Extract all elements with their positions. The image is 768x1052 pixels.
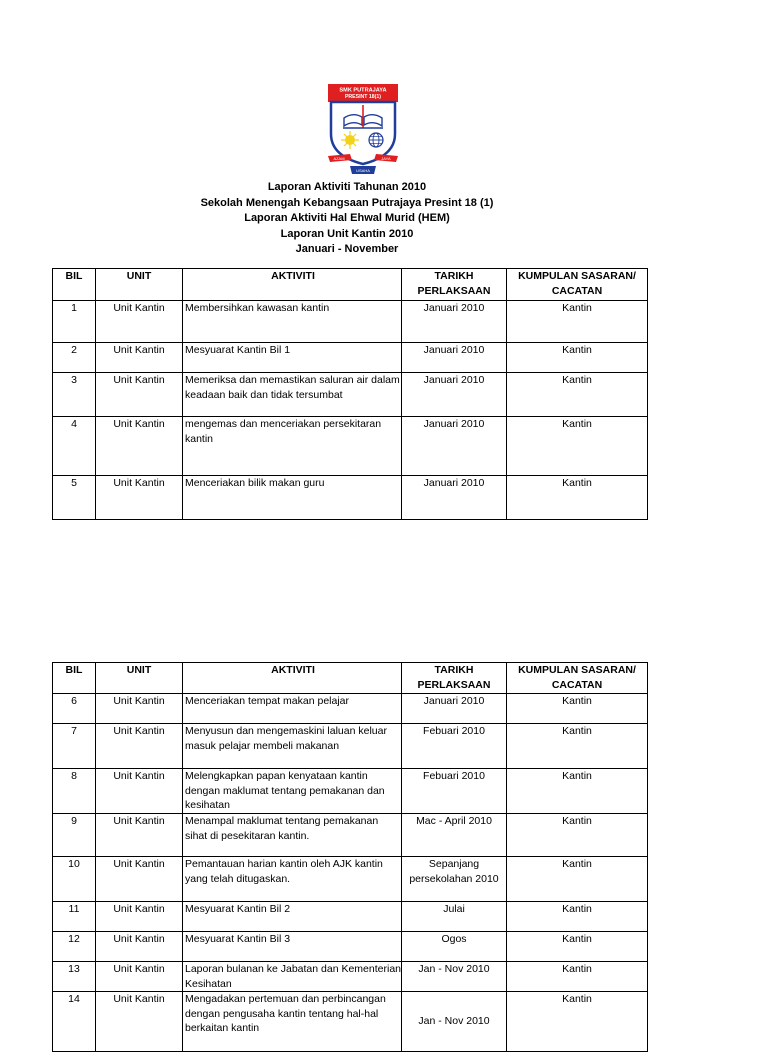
cell-bil: 1 xyxy=(53,301,96,343)
cell-kumpulan: Kantin xyxy=(507,962,648,992)
col-header-bil: BIL xyxy=(53,269,96,301)
col-header-kumpulan: KUMPULAN SASARAN/ CACATAN xyxy=(507,663,648,694)
cell-unit: Unit Kantin xyxy=(96,857,183,902)
cell-aktiviti: Membersihkan kawasan kantin xyxy=(183,301,402,343)
cell-kumpulan: Kantin xyxy=(507,932,648,962)
cell-aktiviti: Memeriksa dan memastikan saluran air dalam keadaan baik dan tidak tersumbat xyxy=(183,373,402,417)
cell-aktiviti: Mesyuarat Kantin Bil 1 xyxy=(183,343,402,373)
svg-text:AZAM: AZAM xyxy=(333,156,345,161)
cell-kumpulan: Kantin xyxy=(507,992,648,1052)
cell-tarikh: Mac - April 2010 xyxy=(402,814,507,857)
svg-text:USAHA: USAHA xyxy=(356,168,370,173)
cell-aktiviti: Menampal maklumat tentang pemakanan sihat di pesekitaran kantin. xyxy=(183,814,402,857)
table-row xyxy=(53,962,648,992)
table-row xyxy=(53,694,648,724)
cell-aktiviti: mengemas dan menceriakan persekitaran kantin xyxy=(183,417,402,476)
cell-aktiviti: Laporan bulanan ke Jabatan dan Kementerian Kesihatan xyxy=(183,962,402,992)
col-header-kumpulan: KUMPULAN SASARAN/ CACATAN xyxy=(507,269,648,301)
heading-line-2: Sekolah Menengah Kebangsaan Putrajaya Presint 18 (1) xyxy=(200,196,494,209)
cell-kumpulan: Kantin xyxy=(507,902,648,932)
cell-kumpulan: Kantin xyxy=(507,857,648,902)
table-header-row xyxy=(53,663,648,694)
cell-bil: 11 xyxy=(53,902,96,932)
cell-kumpulan: Kantin xyxy=(507,694,648,724)
col-header-unit: UNIT xyxy=(96,663,183,694)
cell-unit: Unit Kantin xyxy=(96,694,183,724)
col-header-tarikh: TARIKH PERLAKSAAN xyxy=(402,663,507,694)
activity-table-2 xyxy=(52,662,648,1052)
cell-bil: 8 xyxy=(53,769,96,814)
cell-bil: 5 xyxy=(53,476,96,520)
cell-unit: Unit Kantin xyxy=(96,301,183,343)
cell-bil: 10 xyxy=(53,857,96,902)
cell-bil: 3 xyxy=(53,373,96,417)
cell-tarikh: Januari 2010 xyxy=(402,417,507,476)
cell-unit: Unit Kantin xyxy=(96,992,183,1052)
cell-tarikh: Jan - Nov 2010 xyxy=(402,992,507,1052)
cell-tarikh: Januari 2010 xyxy=(402,694,507,724)
cell-bil: 7 xyxy=(53,724,96,769)
table-row xyxy=(53,814,648,857)
svg-text:PRESINT 18(1): PRESINT 18(1) xyxy=(344,94,382,100)
cell-kumpulan: Kantin xyxy=(507,814,648,857)
cell-aktiviti: Menyusun dan mengemaskini laluan keluar masuk pelajar membeli makanan xyxy=(183,724,402,769)
cell-tarikh: Januari 2010 xyxy=(402,301,507,343)
cell-kumpulan: Kantin xyxy=(507,476,648,520)
report-heading xyxy=(0,180,694,258)
cell-unit: Unit Kantin xyxy=(96,814,183,857)
cell-kumpulan: Kantin xyxy=(507,373,648,417)
cell-tarikh: Ogos xyxy=(402,932,507,962)
cell-kumpulan: Kantin xyxy=(507,724,648,769)
table-row xyxy=(53,769,648,814)
table-row xyxy=(53,724,648,769)
cell-bil: 4 xyxy=(53,417,96,476)
table-row xyxy=(53,857,648,902)
activity-table-1 xyxy=(52,268,648,520)
cell-bil: 9 xyxy=(53,814,96,857)
cell-unit: Unit Kantin xyxy=(96,962,183,992)
cell-bil: 2 xyxy=(53,343,96,373)
svg-text:SMK PUTRAJAYA: SMK PUTRAJAYA xyxy=(339,87,387,94)
cell-tarikh: Sepanjang persekolahan 2010 xyxy=(402,857,507,902)
table-row xyxy=(53,476,648,520)
cell-kumpulan: Kantin xyxy=(507,301,648,343)
cell-unit: Unit Kantin xyxy=(96,343,183,373)
cell-aktiviti: Mesyuarat Kantin Bil 2 xyxy=(183,902,402,932)
cell-tarikh: Febuari 2010 xyxy=(402,724,507,769)
cell-bil: 13 xyxy=(53,962,96,992)
cell-aktiviti: Menceriakan tempat makan pelajar xyxy=(183,694,402,724)
col-header-tarikh: TARIKH PERLAKSAAN xyxy=(402,269,507,301)
cell-tarikh: Julai xyxy=(402,902,507,932)
col-header-unit: UNIT xyxy=(96,269,183,301)
cell-unit: Unit Kantin xyxy=(96,476,183,520)
cell-aktiviti: Pemantauan harian kantin oleh AJK kantin yang telah ditugaskan. xyxy=(183,857,402,902)
table-row xyxy=(53,343,648,373)
cell-tarikh: Januari 2010 xyxy=(402,373,507,417)
col-header-aktiviti: AKTIVITI xyxy=(183,269,402,301)
cell-kumpulan: Kantin xyxy=(507,417,648,476)
cell-bil: 14 xyxy=(53,992,96,1052)
table-row xyxy=(53,301,648,343)
col-header-aktiviti: AKTIVITI xyxy=(183,663,402,694)
heading-line-5: Januari - November xyxy=(295,243,399,255)
cell-unit: Unit Kantin xyxy=(96,902,183,932)
cell-unit: Unit Kantin xyxy=(96,769,183,814)
cell-kumpulan: Kantin xyxy=(507,769,648,814)
svg-text:JAYA: JAYA xyxy=(381,156,391,161)
cell-unit: Unit Kantin xyxy=(96,724,183,769)
cell-tarikh: Febuari 2010 xyxy=(402,769,507,814)
table-row xyxy=(53,902,648,932)
cell-tarikh: Januari 2010 xyxy=(402,476,507,520)
cell-aktiviti: Menceriakan bilik makan guru xyxy=(183,476,402,520)
cell-bil: 6 xyxy=(53,694,96,724)
heading-line-3: Laporan Aktiviti Hal Ehwal Murid (HEM) xyxy=(244,212,450,224)
cell-kumpulan: Kantin xyxy=(507,343,648,373)
table-row xyxy=(53,373,648,417)
cell-unit: Unit Kantin xyxy=(96,417,183,476)
table-row xyxy=(53,417,648,476)
cell-tarikh: Jan - Nov 2010 xyxy=(402,962,507,992)
cell-tarikh: Januari 2010 xyxy=(402,343,507,373)
school-crest-logo xyxy=(328,84,398,176)
table-row xyxy=(53,992,648,1052)
cell-unit: Unit Kantin xyxy=(96,373,183,417)
table-header-row xyxy=(53,269,648,301)
cell-aktiviti: Mesyuarat Kantin Bil 3 xyxy=(183,932,402,962)
cell-bil: 12 xyxy=(53,932,96,962)
col-header-bil: BIL xyxy=(53,663,96,694)
heading-line-1: Laporan Aktiviti Tahunan 2010 xyxy=(267,181,427,193)
heading-line-4: Laporan Unit Kantin 2010 xyxy=(280,227,414,240)
cell-aktiviti: Melengkapkan papan kenyataan kantin dengan maklumat tentang pemakanan dan kesihatan xyxy=(183,769,402,814)
cell-unit: Unit Kantin xyxy=(96,932,183,962)
table-row xyxy=(53,932,648,962)
cell-aktiviti: Mengadakan pertemuan dan perbincangan dengan pengusaha kantin tentang hal-hal berkaitan kantin xyxy=(183,992,402,1052)
